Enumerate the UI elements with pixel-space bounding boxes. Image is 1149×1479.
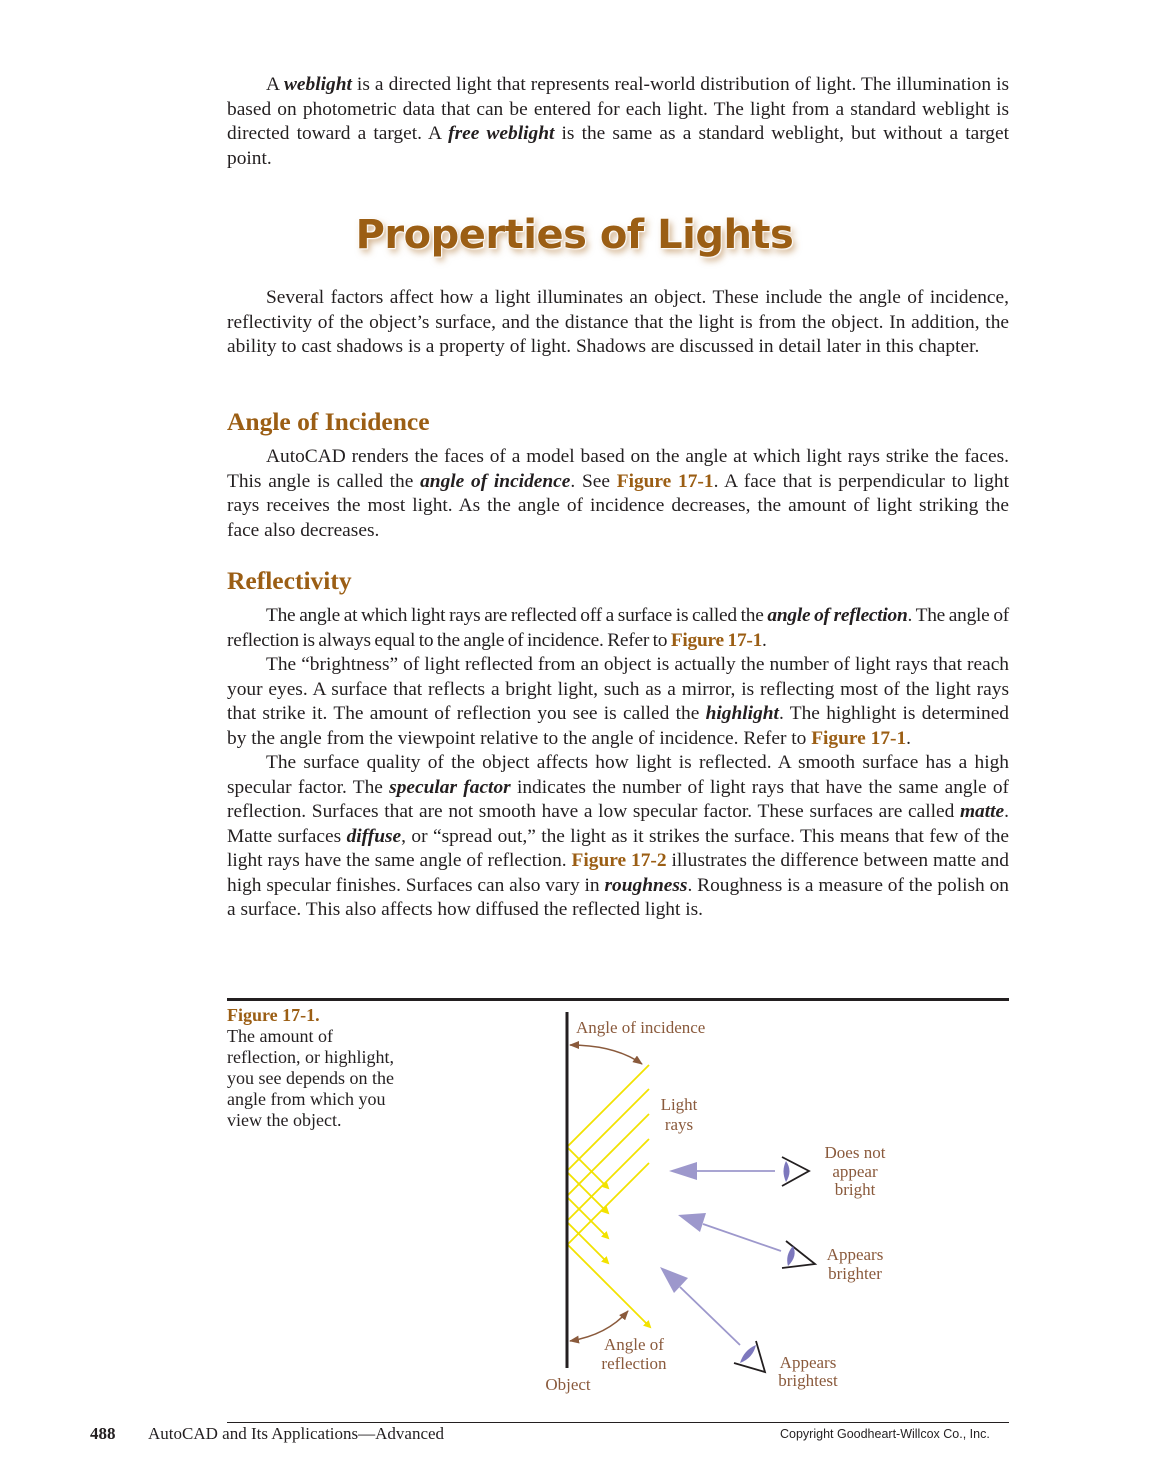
text-run: is the same as a standard weblight, but without a target point. — [227, 123, 1009, 169]
emphasized-term: roughness — [604, 874, 688, 896]
label-object: Object — [545, 1375, 591, 1394]
text-run: , or “spread out,” the light as it strikes the surface. This means that few of the light rays have the same angle of reflection. — [227, 825, 1009, 871]
text-run: . Roughness is a measure of the polish on a surface. This also affects how diffused the reflected light is. — [227, 874, 1009, 920]
emphasized-term: weblight — [283, 74, 352, 95]
text-run: . Matte surfaces — [227, 801, 1009, 847]
emphasized-term: free weblight — [448, 123, 555, 144]
copyright: Copyright Goodheart-Willcox Co., Inc. — [780, 1427, 990, 1441]
text-run: The angle at which light rays are reflected off a surface is called the — [266, 605, 768, 626]
emphasized-term: highlight — [705, 703, 779, 724]
emphasized-term: angle of incidence — [420, 470, 571, 492]
figure-number: Figure 17-1. — [227, 1005, 320, 1025]
emphasized-term: matte — [959, 801, 1005, 822]
section-title: Properties of Lights — [355, 212, 794, 258]
emphasized-term: angle of reflection — [767, 605, 908, 626]
text-run: The “brightness” of light reflected from an object is actually the number of light rays that reach your eyes. A surface that reflects a bright light, such as a mirror, is reflecting most of the light rays that strike it. The amount of reflection you see is called the — [227, 654, 1009, 724]
text-run: . — [762, 629, 767, 651]
label-brighter-1: Appears — [826, 1245, 884, 1264]
eye-icon-brighter — [782, 1241, 815, 1268]
label-reflection-1: Angle of — [604, 1335, 664, 1354]
text-run: . — [906, 727, 912, 749]
figure-reference-link[interactable]: Figure 17-1 — [811, 727, 907, 749]
text-run: . A face that is perpendicular to light rays receives the most light. As the angle of incidence decreases, the amount of light striking the face also decreases. — [227, 470, 1009, 541]
label-angle-of-incidence: Angle of incidence — [576, 1018, 706, 1037]
emphasized-term: specular factor — [389, 776, 511, 798]
label-does-not-3: bright — [834, 1180, 876, 1199]
text-run: The surface quality of the object affects how light is reflected. A smooth surface has a high specular factor. The — [227, 752, 1009, 798]
label-brightest-2: brightest — [778, 1371, 838, 1390]
figure-reference-link[interactable]: Figure 17-1 — [616, 470, 714, 492]
label-does-not-2: appear — [832, 1162, 878, 1181]
footer-rule — [227, 1422, 1009, 1423]
text-run: Several factors affect how a light illuminates an object. These include the angle of incidence, reflectivity of the object’s surface, and the distance that the light is from the object. In addition, the ability to cast shadows is a property of light. Shadows are discussed in detail later in this chapter. — [227, 287, 1009, 357]
text-run: illustrates the difference between matte and high specular finishes. Surfaces can also vary in — [227, 850, 1009, 896]
label-does-not-1: Does not — [824, 1143, 886, 1162]
page-number: 488 — [90, 1424, 116, 1443]
text-run: . The highlight is determined by the angle from the viewpoint relative to the angle of incidence. Refer to — [227, 703, 1009, 749]
text-run: indicates the number of light rays that have the same angle of reflection. Surfaces that are not smooth have a low specular factor. These surfaces are called — [227, 776, 1009, 822]
label-brightest-1: Appears — [779, 1353, 837, 1372]
text-run: A — [266, 74, 284, 95]
heading-angle-of-incidence: Angle of Incidence — [227, 407, 430, 436]
incident-light-rays — [568, 1065, 649, 1244]
view-arrows — [660, 1162, 781, 1345]
label-rays: rays — [664, 1115, 694, 1134]
label-light: Light — [660, 1095, 698, 1114]
text-run: AutoCAD renders the faces of a model based on the angle at which light rays strike the faces. This angle is called the — [227, 446, 1009, 492]
figure-reference-link[interactable]: Figure 17-2 — [571, 850, 667, 871]
angle-of-incidence-arc — [570, 1045, 642, 1064]
eye-icon-brightest — [734, 1341, 765, 1372]
figure-reference-link[interactable]: Figure 17-1 — [670, 629, 763, 651]
text-run: . See — [570, 470, 617, 492]
label-brighter-2: brighter — [828, 1264, 882, 1283]
emphasized-term: diffuse — [346, 825, 402, 847]
eye-icon-not-bright — [782, 1157, 809, 1186]
heading-reflectivity: Reflectivity — [227, 566, 352, 595]
text-run: . The angle of reflection is always equal to the angle of incidence. Refer to — [227, 605, 1009, 651]
label-reflection-2: reflection — [601, 1354, 667, 1373]
figure-caption-text: The amount of reflection, or highlight, you see depends on the angle from which you view the object. — [227, 1026, 394, 1130]
book-title: AutoCAD and Its Applications—Advanced — [148, 1424, 445, 1443]
text-run: is a directed light that represents real-world distribution of light. The illumination is based on photometric data that can be entered for each light. The light from a standard weblight is directed toward a target. A — [227, 74, 1009, 144]
